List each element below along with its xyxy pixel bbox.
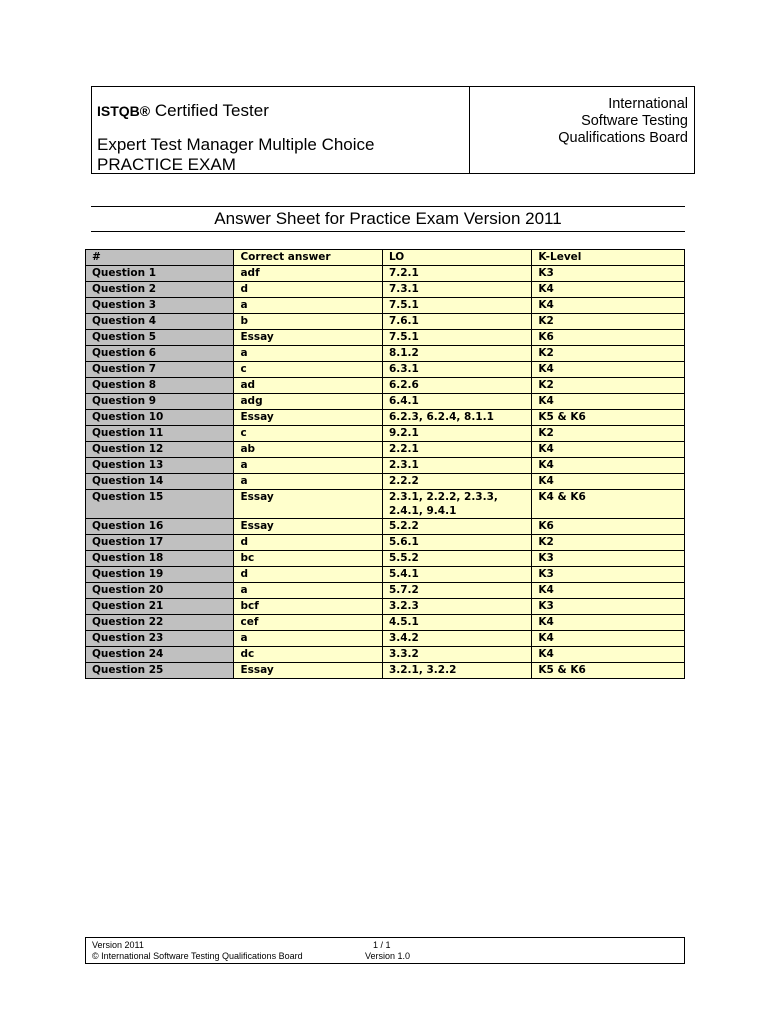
- k-level-cell: K3: [532, 599, 685, 615]
- table-row: [86, 663, 685, 679]
- k-level-cell: K4: [532, 362, 685, 378]
- table-row: [86, 330, 685, 346]
- table-row: [86, 631, 685, 647]
- question-cell: Question 4: [86, 314, 234, 330]
- lo-cell: 3.4.2: [382, 631, 531, 647]
- lo-cell: 5.5.2: [382, 551, 531, 567]
- lo-cell: 2.3.1: [382, 458, 531, 474]
- column-header-correct-answer: Correct answer: [234, 250, 382, 266]
- answer-cell: a: [234, 583, 382, 599]
- table-row: [86, 474, 685, 490]
- answer-cell: Essay: [234, 490, 382, 519]
- lo-cell: 7.5.1: [382, 298, 531, 314]
- answer-cell: ad: [234, 378, 382, 394]
- question-cell: Question 1: [86, 266, 234, 282]
- column-header-lo: LO: [382, 250, 531, 266]
- lo-cell: 6.2.3, 6.2.4, 8.1.1: [382, 410, 531, 426]
- answer-table-body: [86, 250, 685, 679]
- lo-line-2: 2.4.1, 9.4.1: [388, 505, 457, 517]
- answer-cell: a: [234, 458, 382, 474]
- lo-cell: 7.6.1: [382, 314, 531, 330]
- certification-title: [97, 101, 269, 121]
- k-level-cell: K3: [532, 551, 685, 567]
- question-cell: Question 19: [86, 567, 234, 583]
- answer-cell: adf: [234, 266, 382, 282]
- org-line-2: Software Testing: [581, 113, 688, 129]
- table-row: [86, 378, 685, 394]
- answer-cell: dc: [234, 647, 382, 663]
- table-row: [86, 426, 685, 442]
- table-row: [86, 647, 685, 663]
- answer-cell: b: [234, 314, 382, 330]
- lo-cell: 5.6.1: [382, 535, 531, 551]
- answer-cell: Essay: [234, 410, 382, 426]
- answer-cell: d: [234, 282, 382, 298]
- question-cell: Question 15: [86, 490, 234, 519]
- table-row: [86, 314, 685, 330]
- question-cell: Question 21: [86, 599, 234, 615]
- lo-cell: 6.3.1: [382, 362, 531, 378]
- answer-cell: adg: [234, 394, 382, 410]
- table-row: [86, 583, 685, 599]
- lo-cell: 6.4.1: [382, 394, 531, 410]
- lo-cell: 7.3.1: [382, 282, 531, 298]
- lo-cell: 4.5.1: [382, 615, 531, 631]
- k-level-cell: K4: [532, 631, 685, 647]
- k-level-cell: K3: [532, 567, 685, 583]
- footer-doc-version: Version 1.0: [365, 951, 411, 961]
- k-level-cell: K4: [532, 442, 685, 458]
- k-level-cell: K4 & K6: [532, 490, 685, 519]
- answer-cell: a: [234, 298, 382, 314]
- k-level-cell: K5 & K6: [532, 663, 685, 679]
- answer-cell: cef: [234, 615, 382, 631]
- lo-cell: 5.4.1: [382, 567, 531, 583]
- k-level-cell: K4: [532, 615, 685, 631]
- question-cell: Question 23: [86, 631, 234, 647]
- lo-cell: 5.7.2: [382, 583, 531, 599]
- question-cell: Question 5: [86, 330, 234, 346]
- column-header-k-level: K-Level: [532, 250, 685, 266]
- k-level-cell: K2: [532, 426, 685, 442]
- table-row: [86, 442, 685, 458]
- k-level-cell: K6: [532, 330, 685, 346]
- footer-version: Version 2011: [92, 940, 144, 950]
- answer-table: [85, 249, 685, 679]
- organization-name: [558, 96, 688, 147]
- table-row: [86, 519, 685, 535]
- question-cell: Question 6: [86, 346, 234, 362]
- lo-cell: 2.2.1: [382, 442, 531, 458]
- question-cell: Question 7: [86, 362, 234, 378]
- exam-title: [97, 135, 375, 175]
- question-cell: Question 9: [86, 394, 234, 410]
- answer-cell: Essay: [234, 330, 382, 346]
- k-level-cell: K6: [532, 519, 685, 535]
- question-cell: Question 24: [86, 647, 234, 663]
- table-row: [86, 535, 685, 551]
- question-cell: Question 13: [86, 458, 234, 474]
- answer-cell: a: [234, 631, 382, 647]
- answer-cell: a: [234, 474, 382, 490]
- lo-cell: 2.2.2: [382, 474, 531, 490]
- answer-cell: bc: [234, 551, 382, 567]
- answer-sheet-title: Answer Sheet for Practice Exam Version 2011: [91, 206, 685, 232]
- question-cell: Question 12: [86, 442, 234, 458]
- answer-cell: c: [234, 362, 382, 378]
- question-cell: Question 18: [86, 551, 234, 567]
- table-row: [86, 567, 685, 583]
- question-cell: Question 10: [86, 410, 234, 426]
- question-cell: Question 22: [86, 615, 234, 631]
- k-level-cell: K4: [532, 647, 685, 663]
- question-cell: Question 14: [86, 474, 234, 490]
- table-row: [86, 266, 685, 282]
- table-row: [86, 458, 685, 474]
- org-line-1: International: [608, 96, 688, 112]
- k-level-cell: K4: [532, 394, 685, 410]
- k-level-cell: K4: [532, 298, 685, 314]
- question-cell: Question 17: [86, 535, 234, 551]
- question-cell: Question 20: [86, 583, 234, 599]
- document-footer: [85, 937, 685, 964]
- answer-cell: ab: [234, 442, 382, 458]
- exam-title-line-2: PRACTICE EXAM: [97, 155, 236, 174]
- question-cell: Question 3: [86, 298, 234, 314]
- question-cell: Question 25: [86, 663, 234, 679]
- istqb-brand: ISTQB®: [97, 103, 151, 119]
- document-header: [91, 86, 695, 174]
- certified-tester-label: Certified Tester: [154, 101, 269, 120]
- table-row: [86, 282, 685, 298]
- question-cell: Question 11: [86, 426, 234, 442]
- answer-cell: Essay: [234, 663, 382, 679]
- k-level-cell: K3: [532, 266, 685, 282]
- table-row: [86, 615, 685, 631]
- question-cell: Question 2: [86, 282, 234, 298]
- table-row: [86, 298, 685, 314]
- k-level-cell: K5 & K6: [532, 410, 685, 426]
- k-level-cell: K4: [532, 282, 685, 298]
- k-level-cell: K2: [532, 535, 685, 551]
- table-row: [86, 394, 685, 410]
- question-cell: Question 8: [86, 378, 234, 394]
- lo-cell: 7.5.1: [382, 330, 531, 346]
- table-row: [86, 490, 685, 519]
- lo-cell: [382, 490, 531, 519]
- k-level-cell: K4: [532, 474, 685, 490]
- answer-cell: c: [234, 426, 382, 442]
- lo-cell: 7.2.1: [382, 266, 531, 282]
- lo-cell: 5.2.2: [382, 519, 531, 535]
- k-level-cell: K2: [532, 346, 685, 362]
- k-level-cell: K2: [532, 314, 685, 330]
- answer-cell: bcf: [234, 599, 382, 615]
- k-level-cell: K4: [532, 458, 685, 474]
- k-level-cell: K4: [532, 583, 685, 599]
- lo-cell: 6.2.6: [382, 378, 531, 394]
- lo-cell: 8.1.2: [382, 346, 531, 362]
- table-row: [86, 346, 685, 362]
- footer-page-number: 1 / 1: [373, 940, 391, 950]
- answer-cell: Essay: [234, 519, 382, 535]
- lo-line-1: 2.3.1, 2.2.2, 2.3.3,: [388, 491, 498, 503]
- table-row: [86, 362, 685, 378]
- k-level-cell: K2: [532, 378, 685, 394]
- answer-cell: d: [234, 535, 382, 551]
- lo-cell: 3.3.2: [382, 647, 531, 663]
- table-row: [86, 551, 685, 567]
- table-row: [86, 410, 685, 426]
- table-row: [86, 599, 685, 615]
- column-header-number: #: [86, 250, 234, 266]
- org-line-3: Qualifications Board: [558, 130, 688, 146]
- footer-copyright: © International Software Testing Qualifications Board: [92, 951, 303, 961]
- answer-cell: d: [234, 567, 382, 583]
- answer-cell: a: [234, 346, 382, 362]
- question-cell: Question 16: [86, 519, 234, 535]
- lo-cell: 9.2.1: [382, 426, 531, 442]
- header-divider: [469, 87, 470, 173]
- lo-cell: 3.2.3: [382, 599, 531, 615]
- table-header-row: [86, 250, 685, 266]
- lo-cell: 3.2.1, 3.2.2: [382, 663, 531, 679]
- exam-title-line-1: Expert Test Manager Multiple Choice: [97, 135, 375, 154]
